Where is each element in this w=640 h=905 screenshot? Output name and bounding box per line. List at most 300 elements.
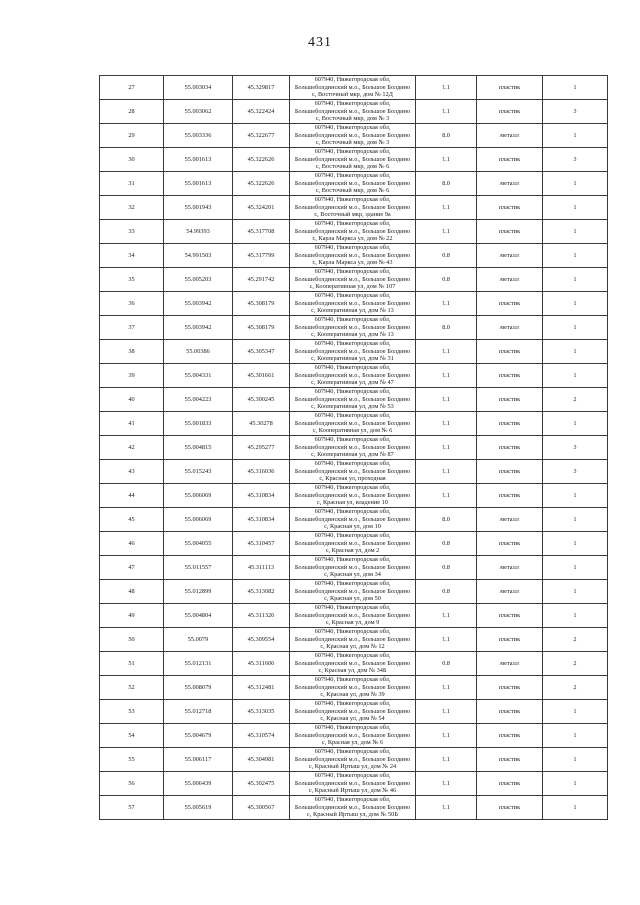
- longitude-cell: 45.311606: [233, 652, 290, 676]
- address-line: Большеболдинский м.о., Большое Болдино: [294, 371, 411, 379]
- container-count-cell: 1: [543, 76, 608, 100]
- longitude-cell: 45.302475: [233, 772, 290, 796]
- address-line: Большеболдинский м.о., Большое Болдино: [294, 635, 411, 643]
- container-volume-cell: 1.1: [416, 676, 477, 700]
- container-volume-cell: 1.1: [416, 100, 477, 124]
- container-material-cell: пластик: [477, 412, 543, 436]
- longitude-cell: 45.308179: [233, 316, 290, 340]
- container-material-cell: металл: [477, 556, 543, 580]
- latitude-cell: 55.004815: [164, 436, 233, 460]
- address-line: 607940, Нижегородская обл,: [314, 508, 391, 516]
- container-count-cell: 1: [543, 124, 608, 148]
- container-count-cell: 1: [543, 196, 608, 220]
- container-count-cell: 1: [543, 340, 608, 364]
- row-number-cell: 56: [100, 772, 164, 796]
- row-number-cell: 38: [100, 340, 164, 364]
- row-number-cell: 55: [100, 748, 164, 772]
- table-row: [100, 412, 608, 436]
- container-material-cell: металл: [477, 268, 543, 292]
- table-row: [100, 100, 608, 124]
- longitude-cell: 45.300245: [233, 388, 290, 412]
- container-material-cell: металл: [477, 316, 543, 340]
- container-material-cell: пластик: [477, 676, 543, 700]
- table-row: [100, 604, 608, 628]
- address-line: Большеболдинский м.о., Большое Болдино: [294, 107, 411, 115]
- container-volume-cell: 8.0: [416, 172, 477, 196]
- row-number-cell: 39: [100, 364, 164, 388]
- container-material-cell: пластик: [477, 148, 543, 172]
- container-volume-cell: 1.1: [416, 436, 477, 460]
- longitude-cell: 45.300567: [233, 796, 290, 820]
- address-line: 607940, Нижегородская обл,: [314, 604, 391, 612]
- container-volume-cell: 1.1: [416, 796, 477, 820]
- address-line: 607940, Нижегородская обл,: [314, 580, 391, 588]
- container-count-cell: 3: [543, 460, 608, 484]
- row-number-cell: 40: [100, 388, 164, 412]
- table-row: [100, 244, 608, 268]
- row-number-cell: 49: [100, 604, 164, 628]
- container-material-cell: пластик: [477, 220, 543, 244]
- table-row: [100, 724, 608, 748]
- address-line: с, Красный Иртыш ул, дом № 50Б: [307, 811, 398, 819]
- longitude-cell: 45.304981: [233, 748, 290, 772]
- longitude-cell: 45.305347: [233, 340, 290, 364]
- container-material-cell: пластик: [477, 628, 543, 652]
- container-material-cell: пластик: [477, 484, 543, 508]
- container-count-cell: 1: [543, 700, 608, 724]
- latitude-cell: 55.006069: [164, 484, 233, 508]
- row-number-cell: 36: [100, 292, 164, 316]
- container-count-cell: 1: [543, 580, 608, 604]
- address-line: 607940, Нижегородская обл,: [314, 364, 391, 372]
- address-line: Большеболдинский м.о., Большое Болдино: [294, 347, 411, 355]
- address-cell: [290, 340, 416, 364]
- container-volume-cell: 1.1: [416, 748, 477, 772]
- address-cell: [290, 124, 416, 148]
- row-number-cell: 45: [100, 508, 164, 532]
- row-number-cell: 48: [100, 580, 164, 604]
- latitude-cell: 55.015243: [164, 460, 233, 484]
- container-count-cell: 1: [543, 556, 608, 580]
- address-line: Большеболдинский м.о., Большое Болдино: [294, 731, 411, 739]
- address-line: 607940, Нижегородская обл,: [314, 628, 391, 636]
- row-number-cell: 28: [100, 100, 164, 124]
- longitude-cell: 45.324201: [233, 196, 290, 220]
- address-line: Большеболдинский м.о., Большое Болдино: [294, 395, 411, 403]
- address-line: 607940, Нижегородская обл,: [314, 676, 391, 684]
- row-number-cell: 47: [100, 556, 164, 580]
- address-line: 607940, Нижегородская обл,: [314, 316, 391, 324]
- container-volume-cell: 0.8: [416, 580, 477, 604]
- address-cell: [290, 676, 416, 700]
- container-count-cell: 3: [543, 436, 608, 460]
- container-volume-cell: 8.0: [416, 316, 477, 340]
- address-line: с, Красный Иртыш ул, дом № 46: [308, 787, 397, 795]
- address-cell: [290, 268, 416, 292]
- container-count-cell: 1: [543, 748, 608, 772]
- row-number-cell: 37: [100, 316, 164, 340]
- container-count-cell: 2: [543, 628, 608, 652]
- latitude-cell: 55.005619: [164, 796, 233, 820]
- address-cell: [290, 484, 416, 508]
- container-material-cell: металл: [477, 508, 543, 532]
- address-line: Большеболдинский м.о., Большое Болдино: [294, 755, 411, 763]
- latitude-cell: 55.012718: [164, 700, 233, 724]
- address-cell: [290, 100, 416, 124]
- address-line: 607940, Нижегородская обл,: [314, 388, 391, 396]
- address-cell: [290, 532, 416, 556]
- container-volume-cell: 1.1: [416, 340, 477, 364]
- longitude-cell: 45.301661: [233, 364, 290, 388]
- address-line: с, Восточный мкр, дом № 3: [315, 139, 390, 147]
- address-line: Большеболдинский м.о., Большое Болдино: [294, 155, 411, 163]
- address-cell: [290, 700, 416, 724]
- row-number-cell: 52: [100, 676, 164, 700]
- container-count-cell: 1: [543, 772, 608, 796]
- container-volume-cell: 1.1: [416, 700, 477, 724]
- container-material-cell: пластик: [477, 460, 543, 484]
- container-material-cell: пластик: [477, 532, 543, 556]
- address-line: с, Карла Маркса ул, дом № 43: [312, 259, 393, 267]
- container-material-cell: пластик: [477, 748, 543, 772]
- latitude-cell: 55.003336: [164, 124, 233, 148]
- address-line: 607940, Нижегородская обл,: [314, 724, 391, 732]
- address-line: 607940, Нижегородская обл,: [314, 220, 391, 228]
- container-volume-cell: 0.8: [416, 268, 477, 292]
- container-volume-cell: 1.1: [416, 628, 477, 652]
- longitude-cell: 45.316036: [233, 460, 290, 484]
- table-row: [100, 388, 608, 412]
- longitude-cell: 45.291742: [233, 268, 290, 292]
- address-line: Большеболдинский м.о., Большое Болдино: [294, 131, 411, 139]
- longitude-cell: 45.309554: [233, 628, 290, 652]
- longitude-cell: 45.311326: [233, 604, 290, 628]
- latitude-cell: 55.006117: [164, 748, 233, 772]
- container-count-cell: 1: [543, 268, 608, 292]
- row-number-cell: 42: [100, 436, 164, 460]
- container-volume-cell: 1.1: [416, 220, 477, 244]
- container-count-cell: 2: [543, 652, 608, 676]
- container-count-cell: 1: [543, 484, 608, 508]
- address-line: с, Восточный мкр, дом № 3: [315, 115, 390, 123]
- address-line: 607940, Нижегородская обл,: [314, 412, 391, 420]
- table-row: [100, 652, 608, 676]
- address-line: с, Кооперативная ул, дом № 87: [311, 451, 394, 459]
- table-row: [100, 508, 608, 532]
- address-cell: [290, 796, 416, 820]
- longitude-cell: 45.312481: [233, 676, 290, 700]
- address-cell: [290, 508, 416, 532]
- latitude-cell: 55.011557: [164, 556, 233, 580]
- container-material-cell: пластик: [477, 388, 543, 412]
- latitude-cell: 55.003034: [164, 76, 233, 100]
- address-line: Большеболдинский м.о., Большое Болдино: [294, 587, 411, 595]
- address-line: с, Красная ул, дом 10: [324, 523, 381, 531]
- address-line: Большеболдинский м.о., Большое Болдино: [294, 707, 411, 715]
- address-cell: [290, 412, 416, 436]
- address-line: с, Восточный мкр, дом № 6: [315, 187, 390, 195]
- longitude-cell: 45.295277: [233, 436, 290, 460]
- address-line: 607940, Нижегородская обл,: [314, 796, 391, 804]
- container-material-cell: металл: [477, 652, 543, 676]
- table-row: [100, 292, 608, 316]
- address-line: Большеболдинский м.о., Большое Болдино: [294, 683, 411, 691]
- latitude-cell: 55.001833: [164, 412, 233, 436]
- address-line: с, Кооперативная ул, дом № 13: [311, 307, 394, 315]
- table-row: [100, 148, 608, 172]
- latitude-cell: 54.99393: [164, 220, 233, 244]
- address-cell: [290, 772, 416, 796]
- row-number-cell: 44: [100, 484, 164, 508]
- table-row: [100, 532, 608, 556]
- longitude-cell: 45.310574: [233, 724, 290, 748]
- address-line: с, Кооперативная ул, дом № 47: [311, 379, 394, 387]
- latitude-cell: 55.012131: [164, 652, 233, 676]
- container-count-cell: 3: [543, 148, 608, 172]
- table-row: [100, 580, 608, 604]
- container-count-cell: 1: [543, 172, 608, 196]
- container-count-cell: 1: [543, 220, 608, 244]
- address-cell: [290, 724, 416, 748]
- latitude-cell: 55.012899: [164, 580, 233, 604]
- longitude-cell: 45.310834: [233, 484, 290, 508]
- address-line: 607940, Нижегородская обл,: [314, 244, 391, 252]
- address-cell: [290, 364, 416, 388]
- address-line: с, Красная ул, дом 50: [324, 595, 381, 603]
- address-line: 607940, Нижегородская обл,: [314, 652, 391, 660]
- address-line: Большеболдинский м.о., Большое Болдино: [294, 179, 411, 187]
- row-number-cell: 50: [100, 628, 164, 652]
- address-cell: [290, 628, 416, 652]
- address-line: Большеболдинский м.о., Большое Болдино: [294, 227, 411, 235]
- table-row: [100, 556, 608, 580]
- table-row: [100, 268, 608, 292]
- address-line: с, Красная ул, дом 2: [325, 547, 380, 555]
- container-material-cell: пластик: [477, 76, 543, 100]
- container-material-cell: пластик: [477, 604, 543, 628]
- container-volume-cell: 1.1: [416, 76, 477, 100]
- row-number-cell: 57: [100, 796, 164, 820]
- row-number-cell: 34: [100, 244, 164, 268]
- container-volume-cell: 1.1: [416, 604, 477, 628]
- waste-container-sites-table: [99, 75, 608, 820]
- container-material-cell: металл: [477, 580, 543, 604]
- longitude-cell: 45.322626: [233, 172, 290, 196]
- container-count-cell: 1: [543, 604, 608, 628]
- container-count-cell: 1: [543, 292, 608, 316]
- container-material-cell: пластик: [477, 796, 543, 820]
- address-line: с, Красная ул, дом № 39: [320, 691, 385, 699]
- latitude-cell: 55.004331: [164, 364, 233, 388]
- address-line: Большеболдинский м.о., Большое Болдино: [294, 419, 411, 427]
- latitude-cell: 55.008079: [164, 676, 233, 700]
- longitude-cell: 45.322626: [233, 148, 290, 172]
- address-cell: [290, 436, 416, 460]
- container-count-cell: 1: [543, 364, 608, 388]
- address-line: 607940, Нижегородская обл,: [314, 460, 391, 468]
- longitude-cell: 45.313035: [233, 700, 290, 724]
- address-line: Большеболдинский м.о., Большое Болдино: [294, 251, 411, 259]
- address-line: 607940, Нижегородская обл,: [314, 484, 391, 492]
- address-line: с, Красная ул, дом № 54: [320, 715, 385, 723]
- table-row: [100, 76, 608, 100]
- container-count-cell: 1: [543, 724, 608, 748]
- address-line: с, Красный Иртыш ул, дом № 24: [308, 763, 397, 771]
- address-cell: [290, 556, 416, 580]
- address-cell: [290, 652, 416, 676]
- container-volume-cell: 1.1: [416, 724, 477, 748]
- latitude-cell: 55.001943: [164, 196, 233, 220]
- address-line: с, Восточный мкр, дом № 12Д: [312, 91, 393, 99]
- table-row: [100, 628, 608, 652]
- address-line: с, Кооперативная ул, дом № 31: [311, 355, 394, 363]
- table-row: [100, 772, 608, 796]
- longitude-cell: 45.317799: [233, 244, 290, 268]
- page-number: 431: [308, 35, 332, 50]
- address-cell: [290, 388, 416, 412]
- container-material-cell: пластик: [477, 436, 543, 460]
- row-number-cell: 43: [100, 460, 164, 484]
- address-line: с, Красная ул, владение 10: [317, 499, 388, 507]
- latitude-cell: 55.00386: [164, 340, 233, 364]
- address-cell: [290, 172, 416, 196]
- address-line: 607940, Нижегородская обл,: [314, 196, 391, 204]
- address-line: Большеболдинский м.о., Большое Болдино: [294, 323, 411, 331]
- latitude-cell: 54.991503: [164, 244, 233, 268]
- container-volume-cell: 0.8: [416, 556, 477, 580]
- container-count-cell: 1: [543, 796, 608, 820]
- address-cell: [290, 76, 416, 100]
- address-line: 607940, Нижегородская обл,: [314, 292, 391, 300]
- longitude-cell: 45.317708: [233, 220, 290, 244]
- address-line: Большеболдинский м.о., Большое Болдино: [294, 779, 411, 787]
- longitude-cell: 45.322424: [233, 100, 290, 124]
- container-count-cell: 1: [543, 244, 608, 268]
- address-line: 607940, Нижегородская обл,: [314, 700, 391, 708]
- row-number-cell: 31: [100, 172, 164, 196]
- address-line: Большеболдинский м.о., Большое Болдино: [294, 203, 411, 211]
- latitude-cell: 55.005203: [164, 268, 233, 292]
- address-line: с, Кооперативная ул, дом № 53: [311, 403, 394, 411]
- row-number-cell: 53: [100, 700, 164, 724]
- container-material-cell: пластик: [477, 724, 543, 748]
- address-line: Большеболдинский м.о., Большое Болдино: [294, 467, 411, 475]
- longitude-cell: 45.310457: [233, 532, 290, 556]
- container-material-cell: пластик: [477, 364, 543, 388]
- container-count-cell: 2: [543, 676, 608, 700]
- container-count-cell: 1: [543, 532, 608, 556]
- table-row: [100, 436, 608, 460]
- address-line: 607940, Нижегородская обл,: [314, 340, 391, 348]
- address-line: 607940, Нижегородская обл,: [314, 148, 391, 156]
- container-volume-cell: 1.1: [416, 364, 477, 388]
- row-number-cell: 51: [100, 652, 164, 676]
- container-volume-cell: 1.1: [416, 292, 477, 316]
- container-count-cell: 3: [543, 100, 608, 124]
- address-line: 607940, Нижегородская обл,: [314, 436, 391, 444]
- container-count-cell: 1: [543, 508, 608, 532]
- address-line: с, Карла Маркса ул, дом № 22: [312, 235, 393, 243]
- address-line: Большеболдинский м.о., Большое Болдино: [294, 443, 411, 451]
- address-line: 607940, Нижегородская обл,: [314, 76, 391, 84]
- table-body: [100, 76, 608, 820]
- address-cell: [290, 292, 416, 316]
- container-volume-cell: 1.1: [416, 484, 477, 508]
- latitude-cell: 55.003942: [164, 316, 233, 340]
- container-count-cell: 1: [543, 316, 608, 340]
- table-row: [100, 124, 608, 148]
- address-cell: [290, 580, 416, 604]
- address-line: Большеболдинский м.о., Большое Болдино: [294, 491, 411, 499]
- row-number-cell: 30: [100, 148, 164, 172]
- longitude-cell: 45.30278: [233, 412, 290, 436]
- longitude-cell: 45.322677: [233, 124, 290, 148]
- address-line: с, Кооперативная ул, дом № 107: [309, 283, 396, 291]
- address-line: с, Кооперативная ул, дом № 13: [311, 331, 394, 339]
- latitude-cell: 55.004679: [164, 724, 233, 748]
- address-line: Большеболдинский м.о., Большое Болдино: [294, 563, 411, 571]
- row-number-cell: 27: [100, 76, 164, 100]
- table-row: [100, 484, 608, 508]
- table-row: [100, 316, 608, 340]
- container-volume-cell: 1.1: [416, 772, 477, 796]
- container-count-cell: 1: [543, 412, 608, 436]
- container-volume-cell: 0.8: [416, 652, 477, 676]
- container-material-cell: пластик: [477, 196, 543, 220]
- container-volume-cell: 0.8: [416, 532, 477, 556]
- address-line: с, Красная ул, дом 34: [324, 571, 381, 579]
- address-line: 607940, Нижегородская обл,: [314, 172, 391, 180]
- address-line: с, Красная ул, дом № 34Б: [318, 667, 387, 675]
- address-line: с, Красная ул, дом № 6: [321, 739, 384, 747]
- row-number-cell: 33: [100, 220, 164, 244]
- latitude-cell: 55.004223: [164, 388, 233, 412]
- address-line: 607940, Нижегородская обл,: [314, 772, 391, 780]
- container-volume-cell: 1.1: [416, 412, 477, 436]
- latitude-cell: 55.006439: [164, 772, 233, 796]
- address-line: Большеболдинский м.о., Большое Болдино: [294, 539, 411, 547]
- address-cell: [290, 748, 416, 772]
- container-material-cell: металл: [477, 172, 543, 196]
- container-volume-cell: 1.1: [416, 196, 477, 220]
- container-volume-cell: 1.1: [416, 460, 477, 484]
- container-material-cell: пластик: [477, 772, 543, 796]
- row-number-cell: 46: [100, 532, 164, 556]
- latitude-cell: 55.0079: [164, 628, 233, 652]
- address-line: 607940, Нижегородская обл,: [314, 532, 391, 540]
- address-line: 607940, Нижегородская обл,: [314, 124, 391, 132]
- address-line: 607940, Нижегородская обл,: [314, 100, 391, 108]
- address-line: Большеболдинский м.о., Большое Болдино: [294, 515, 411, 523]
- address-cell: [290, 196, 416, 220]
- row-number-cell: 32: [100, 196, 164, 220]
- address-line: Большеболдинский м.о., Большое Болдино: [294, 803, 411, 811]
- address-line: Большеболдинский м.о., Большое Болдино: [294, 275, 411, 283]
- address-line: 607940, Нижегородская обл,: [314, 268, 391, 276]
- container-material-cell: пластик: [477, 292, 543, 316]
- address-line: Большеболдинский м.о., Большое Болдино: [294, 611, 411, 619]
- latitude-cell: 55.004804: [164, 604, 233, 628]
- table-row: [100, 196, 608, 220]
- address-line: Большеболдинский м.о., Большое Болдино: [294, 299, 411, 307]
- address-line: Большеболдинский м.о., Большое Болдино: [294, 659, 411, 667]
- longitude-cell: 45.310834: [233, 508, 290, 532]
- address-line: с, Красная ул, проходная: [319, 475, 386, 483]
- container-material-cell: пластик: [477, 100, 543, 124]
- address-cell: [290, 460, 416, 484]
- container-material-cell: пластик: [477, 700, 543, 724]
- container-volume-cell: 1.1: [416, 388, 477, 412]
